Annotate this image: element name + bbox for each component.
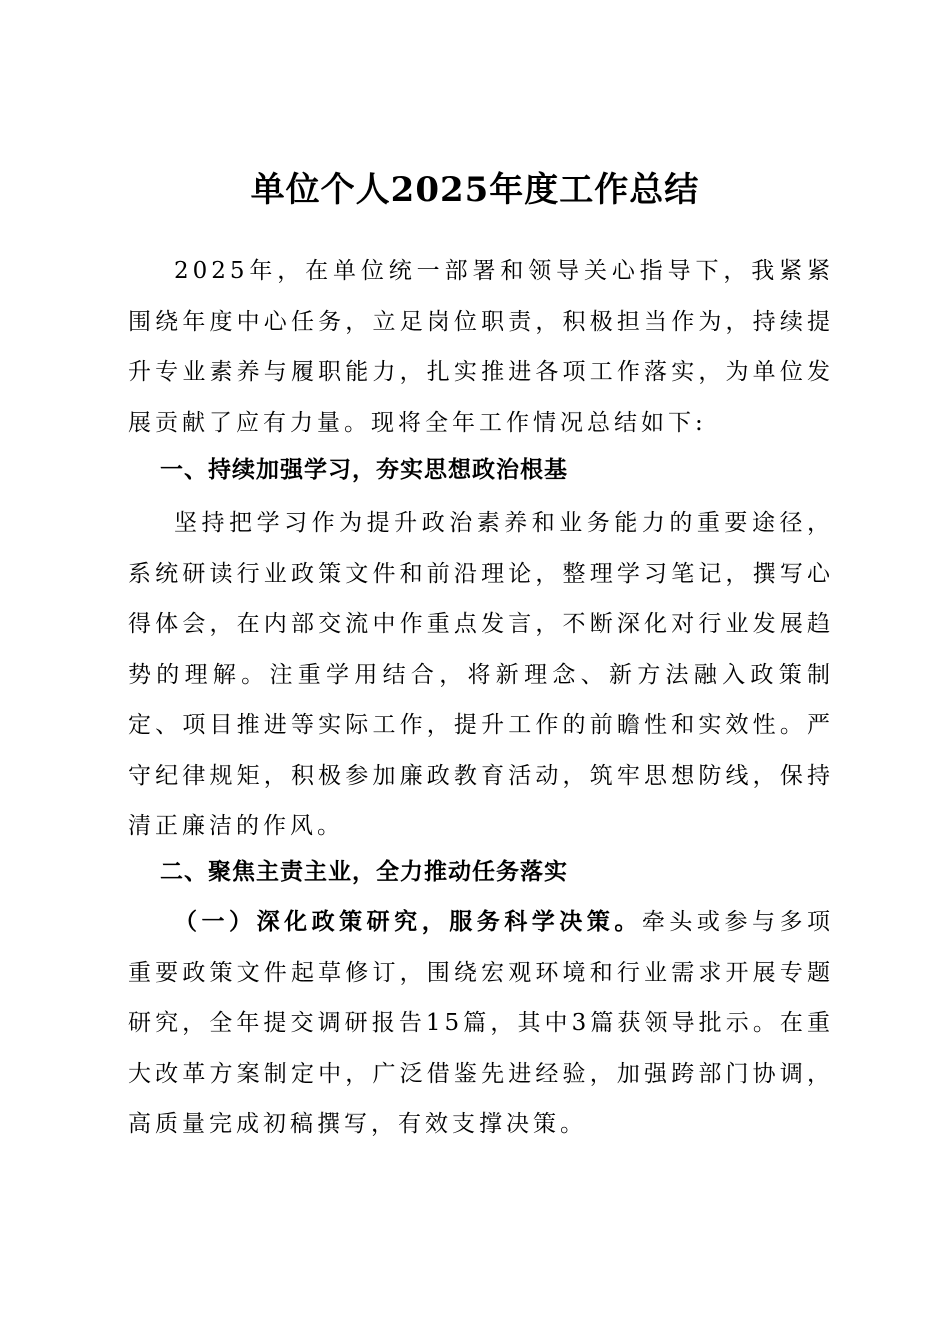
- subsection-1-lead: （一）深化政策研究，服务科学决策。: [174, 908, 642, 935]
- document-title: 单位个人2025年度工作总结: [250, 170, 700, 210]
- section-2-subsection-1-paragraph: [128, 897, 834, 1150]
- section-2-heading: 二、聚焦主责主业，全力推动任务落实: [160, 859, 568, 885]
- intro-paragraph: 2025年，在单位统一部署和领导关心指导下，我紧紧围绕年度中心任务，立足岗位职责，积极担当作为，持续提升专业素养与履职能力，扎实推进各项工作落实，为单位发展贡献了应有力量。现将全年工作情况总结如下:: [128, 258, 834, 436]
- subsection-1-text: 牵头或参与多项重要政策文件起草修订，围绕宏观环境和行业需求开展专题研究，全年提交调研报告15篇，其中3篇获领导批示。在重大改革方案制定中，广泛借鉴先进经验，加强跨部门协调，高质量完成初稿撰写，有效支撑决策。: [128, 909, 835, 1137]
- section-1-heading: 一、持续加强学习，夯实思想政治根基: [160, 457, 568, 483]
- section-1-paragraph: 坚持把学习作为提升政治素养和业务能力的重要途径，系统研读行业政策文件和前沿理论，整理学习笔记，撰写心得体会，在内部交流中作重点发言，不断深化对行业发展趋势的理解。注重学用结合，将新理念、新方法融入政策制定、项目推进等实际工作，提升工作的前瞻性和实效性。严守纪律规矩，积极参加廉政教育活动，筑牢思想防线，保持清正廉洁的作风。: [128, 510, 834, 839]
